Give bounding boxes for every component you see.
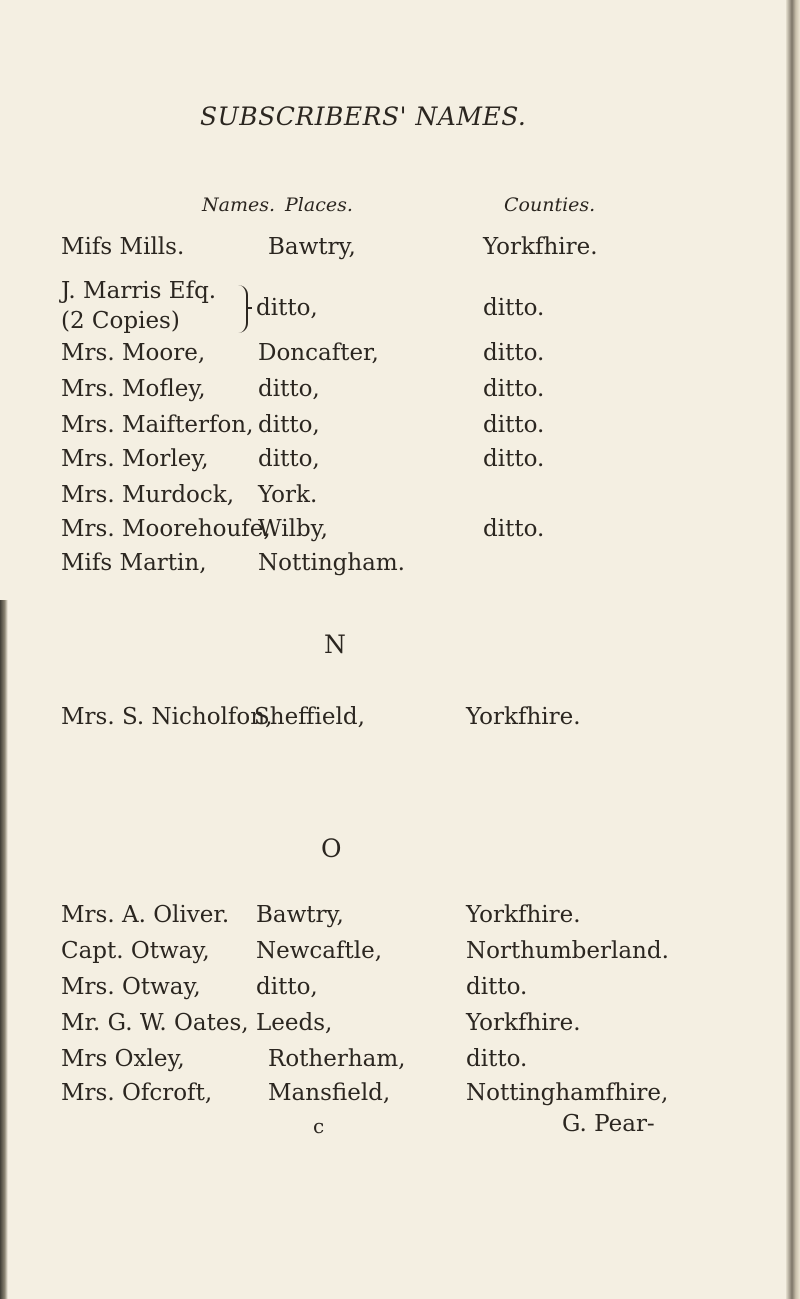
entry-name: Mrs. Maifterfon,: [61, 412, 254, 438]
entry-county: ditto.: [483, 376, 545, 402]
entry-county: Northumberland.: [466, 938, 669, 964]
counties-column-header: Counties.: [504, 194, 596, 216]
entry-place: ditto,: [258, 412, 320, 438]
catchword: G. Pear-: [562, 1111, 655, 1137]
entry-name: Mrs Oxley,: [61, 1046, 185, 1072]
entry-county: ditto.: [483, 516, 545, 542]
entry-name-note: (2 Copies): [61, 308, 180, 334]
entry-place: ditto,: [256, 295, 318, 321]
section-letter-n: N: [324, 630, 346, 659]
entry-place: ditto,: [256, 974, 318, 1000]
entry-place: Mansfield,: [268, 1080, 391, 1106]
signature-mark: c: [313, 1114, 325, 1138]
entry-name: Mrs. Murdock,: [61, 482, 235, 508]
entry-place: ditto,: [258, 446, 320, 472]
entry-name: Mrs. S. Nicholfon,: [61, 704, 273, 730]
entry-name: Mrs. Ofcroft,: [61, 1080, 213, 1106]
entry-county: ditto.: [483, 340, 545, 366]
section-letter-o: O: [321, 834, 342, 863]
entry-county: Yorkfhire.: [466, 704, 581, 730]
entry-county: ditto.: [466, 974, 528, 1000]
entry-place: Bawtry,: [268, 234, 356, 260]
entry-name: Mifs Martin,: [61, 550, 207, 576]
entry-name: Mrs. Moorehoufe,: [61, 516, 271, 542]
entry-county: Yorkfhire.: [466, 902, 581, 928]
page-title: SUBSCRIBERS' NAMES.: [200, 102, 527, 131]
entry-place: Bawtry,: [256, 902, 344, 928]
brace-mark: [236, 285, 248, 333]
page-edge-shadow: [0, 600, 8, 1299]
entry-county: Yorkfhire.: [466, 1010, 581, 1036]
entry-county: Yorkfhire.: [483, 234, 598, 260]
entry-place: Doncafter,: [258, 340, 379, 366]
entry-place: York.: [258, 482, 318, 508]
entry-place: Sheffield,: [254, 704, 365, 730]
entry-name: J. Marris Efq.: [61, 278, 217, 304]
places-column-header: Places.: [285, 194, 353, 216]
entry-name: Mrs. A. Oliver.: [61, 902, 230, 928]
entry-name: Capt. Otway,: [61, 938, 210, 964]
entry-place: Newcaftle,: [256, 938, 383, 964]
entry-place: Nottingham.: [258, 550, 405, 576]
entry-county: ditto.: [466, 1046, 528, 1072]
entry-name: Mifs Mills.: [61, 234, 185, 260]
book-gutter: [786, 0, 800, 1299]
entry-place: ditto,: [258, 376, 320, 402]
entry-county: Nottinghamfhire,: [466, 1080, 669, 1106]
entry-place: Wilby,: [258, 516, 328, 542]
entry-place: Leeds,: [256, 1010, 333, 1036]
entry-name: Mrs. Moore,: [61, 340, 206, 366]
names-column-header: Names.: [202, 194, 276, 216]
entry-county: ditto.: [483, 446, 545, 472]
entry-county: ditto.: [483, 412, 545, 438]
entry-name: Mr. G. W. Oates,: [61, 1010, 249, 1036]
entry-name: Mrs. Otway,: [61, 974, 201, 1000]
entry-county: ditto.: [483, 295, 545, 321]
entry-place: Rotherham,: [268, 1046, 406, 1072]
entry-name: Mrs. Mofley,: [61, 376, 206, 402]
entry-name: Mrs. Morley,: [61, 446, 209, 472]
